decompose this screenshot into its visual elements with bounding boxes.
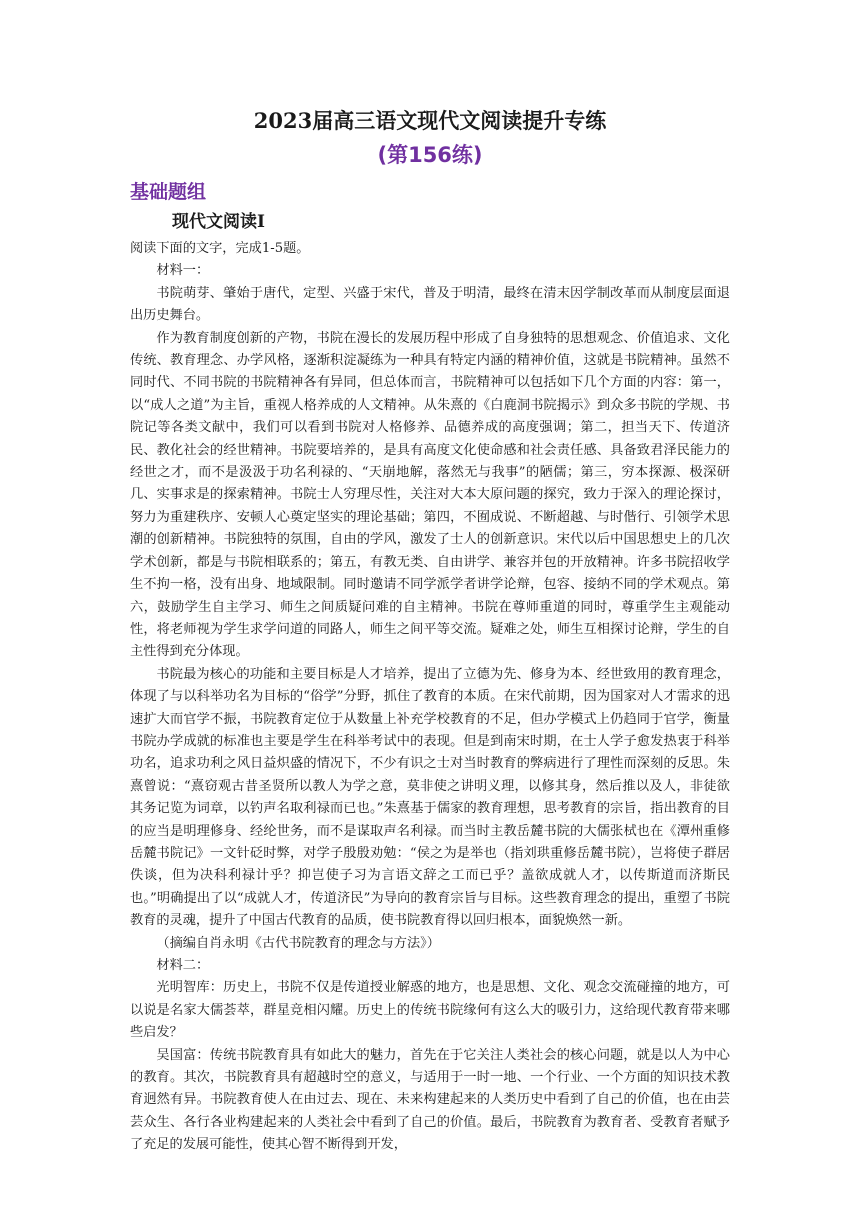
material2-label: 材料二：	[156, 958, 210, 973]
section-heading: 现代文阅读Ⅰ	[172, 212, 265, 232]
material1-label: 材料一：	[156, 263, 210, 279]
article-body	[130, 238, 730, 1157]
group-heading: 基础题组	[130, 181, 207, 203]
material1-paragraph-2: 作为教育制度创新的产物，书院在漫长的发展历程中形成了自身独特的思想观念、价值追求、文化传统、教育理念、办学风格，逐渐积淀凝练为一种具有特定内涵的精神价值，这就是书院精神。虽然不同时代、不同书院的书院精神各有异同，但总体而言，书院精神可以包括如下几个方面的内容：第一，以“成人之道”为主旨，重视人格养成的人文精神。从朱熹的《白鹿洞书院揭示》到众多书院的学规、书院记等各类文献中，我们可以看到书院对人格修养、品德养成的高度强调；第二，担当天下、传道济民、教化社会的经世精神。书院要培养的，是具有高度文化使命感和社会责任感、具备致君泽民能力的经世之才，而不是汲汲于功名利禄的、“天崩地解，落然无与我事”的陋儒；第三，穷本探源、极深研几、实事求是的探索精神。书院士人穷理尽性，关注对大本大原问题的探究，致力于深入的理论探讨，努力为重建秩序、安顿人心奠定坚实的理论基础；第四，不囿成说、不断超越、与时偕行、引领学术思潮的创新精神。书院独特的氛围，自由的学风，激发了士人的创新意识。宋代以后中国思想史上的几次学术创新，都是与书院相联系的；第五，有教无类、自由讲学、兼容并包的开放精神。许多书院招收学生不拘一格，没有出身、地域限制。同时邀请不同学派学者讲学论辩，包容、接纳不同的学术观点。第六，鼓励学生自主学习、师生之间质疑问难的自主精神。书院在尊师重道的同时，尊重学生主观能动性，将老师视为学生求学问道的同路人，师生之间平等交流。疑难之处，师生互相探讨论辩，学生的自主性得到充分体现。	[130, 330, 730, 660]
material1-source: （摘编自肖永明《古代书院教育的理念与方法》）	[156, 935, 440, 951]
material2-paragraph-1: 光明智库：历史上，书院不仅是传道授业解惑的地方，也是思想、文化、观念交流碰撞的地方，可以说是名家大儒荟萃，群星竞相闪耀。历史上的传统书院缘何有这么大的吸引力，这给现代教育带来哪些启发？	[130, 980, 730, 1041]
document-title: 2023届高三语文现代文阅读提升专练	[253, 108, 607, 133]
material1-paragraph-3: 书院最为核心的功能和主要目标是人才培养，提出了立德为先、修身为本、经世致用的教育理念，体现了与以科举功名为目标的“俗学”分野，抓住了教育的本质。在宋代前期，因为国家对人才需求的迅速扩大而官学不振，书院教育定位于从数量上补充学校教育的不足，但办学模式上仍趋同于官学，衡量书院办学成就的标准也主要是学生在科举考试中的表现。但是到南宋时期，在士人学子愈发热衷于科举功名，追求功利之风日益炽盛的情况下，不少有识之士对当时教育的弊病进行了理性而深刻的反思。朱熹曾说：“熹窃观古昔圣贤所以教人为学之意，莫非使之讲明义理，以修其身，然后推以及人，非徒欲其务记览为词章，以钓声名取利禄而已也。”朱熹基于儒家的教育理想，思考教育的宗旨，指出教育的目的应当是明理修身、经纶世务，而不是谋取声名利禄。而当时主教岳麓书院的大儒张栻也在《潭州重修岳麓书院记》一文针砭时弊，对学子殷殷劝勉：“侯之为是举也（指刘珙重修岳麓书院），岂将使子群居佚谈，但为决科利禄计乎？抑岂使子习为言语文辞之工而已乎？盖欲成就人才，以传斯道而济斯民也。”明确提出了以“成就人才，传道济民”为导向的教育宗旨与目标。这些教育理念的提出，重塑了书院教育的灵魂，提升了中国古代教育的品质，使书院教育得以回归根本，面貌焕然一新。	[130, 666, 730, 929]
material2-paragraph-2: 吴国富：传统书院教育具有如此大的魅力，首先在于它关注人类社会的核心问题，就是以人为中心的教育。其次，书院教育具有超越时空的意义，与适用于一时一地、一个行业、一个方面的知识技术教育迥然有异。书院教育使人在由过去、现在、未来构建起来的人类历史中看到了自己的价值，也在由芸芸众生、各行各业构建起来的人类社会中看到了自己的价值。最后，书院教育为教育者、受教育者赋予了充足的发展可能性，使其心智不断得到开发，	[130, 1047, 730, 1153]
instruction-text: 阅读下面的文字，完成1-5题。	[130, 241, 310, 256]
document-subtitle: (第156练)	[377, 143, 483, 167]
material1-paragraph-1: 书院萌芽、肇始于唐代，定型、兴盛于宋代，普及于明清，最终在清末因学制改革而从制度层面退出历史舞台。	[130, 285, 730, 324]
